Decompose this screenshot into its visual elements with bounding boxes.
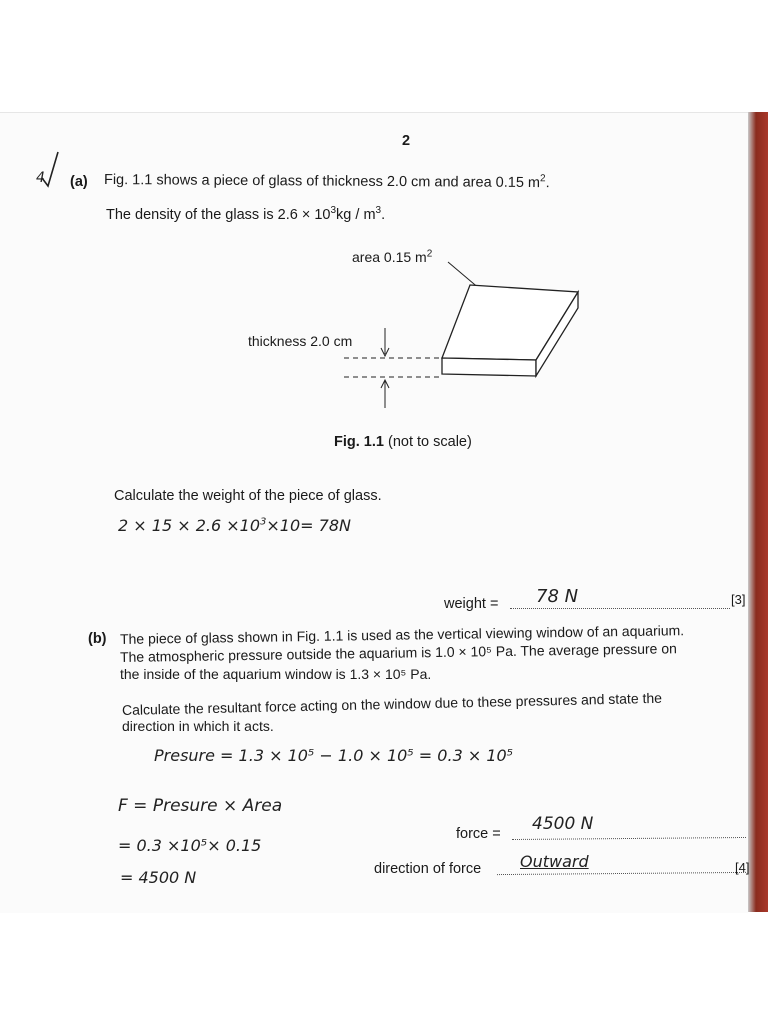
direction-label: direction of force	[374, 861, 482, 877]
question-number: 4	[36, 170, 45, 186]
figure-area-label: area 0.15 $m^2$	[352, 248, 433, 265]
page-binding-edge	[748, 112, 768, 912]
figure-caption: Fig. 1.1 (not to scale)	[334, 434, 472, 450]
part-a-question: Calculate the weight of the piece of glass.	[114, 488, 382, 504]
weight-answer-line	[510, 608, 730, 609]
part-b-working-substitution: = 0.3 ×10⁵× 0.15	[118, 836, 262, 855]
page-number: 2	[402, 133, 411, 149]
part-b-working-pressure: Presure = 1.3 × 10⁵ − 1.0 × 10⁵ = 0.3 × 10⁵	[154, 746, 514, 765]
part-a-marks: [3]	[731, 592, 746, 607]
force-label: force =	[456, 826, 501, 842]
tick-mark-icon	[40, 150, 64, 190]
part-b-line4: Calculate the resultant force acting on the window due to these pressures and state the	[121, 689, 663, 718]
direction-answer-value: Outward	[520, 852, 589, 871]
part-b-line5: direction in which it acts.	[122, 718, 274, 734]
part-a-line1: Fig. 1.1 shows a piece of glass of thickness 2.0 cm and area 0.15 $m^2$.	[103, 172, 550, 192]
part-b-label: (b)	[88, 631, 107, 647]
part-b-line1: The piece of glass shown in Fig. 1.1 is used as the vertical viewing window of an aquarium.	[119, 622, 685, 647]
exam-page	[0, 112, 748, 913]
part-b-working-result: = 4500 N	[120, 868, 197, 887]
part-a-line2: The density of the glass is $2.6 \times 10^3kg / m^3$.	[106, 205, 386, 223]
force-answer-value: 4500 N	[532, 814, 594, 834]
figure-thickness-label: thickness 2.0 cm	[248, 333, 353, 349]
part-b-working-formula: F = Presure × Area	[118, 796, 283, 816]
part-a-label: (a)	[70, 174, 88, 190]
part-b-marks: [4]	[735, 860, 750, 875]
glass-slab-diagram	[330, 250, 590, 420]
weight-label: weight =	[444, 596, 499, 612]
part-b-line3: the inside of the aquarium window is 1.3 × 10⁵ Pa.	[120, 666, 432, 682]
part-b-line2: The atmospheric pressure outside the aquarium is 1.0 × 10⁵ Pa. The average pressure on	[119, 640, 677, 665]
part-a-working: $2 \times 15 \times 2.6 \times 10^3\times 10= 78N$	[118, 516, 351, 535]
weight-answer-value: 78 N	[536, 586, 579, 607]
